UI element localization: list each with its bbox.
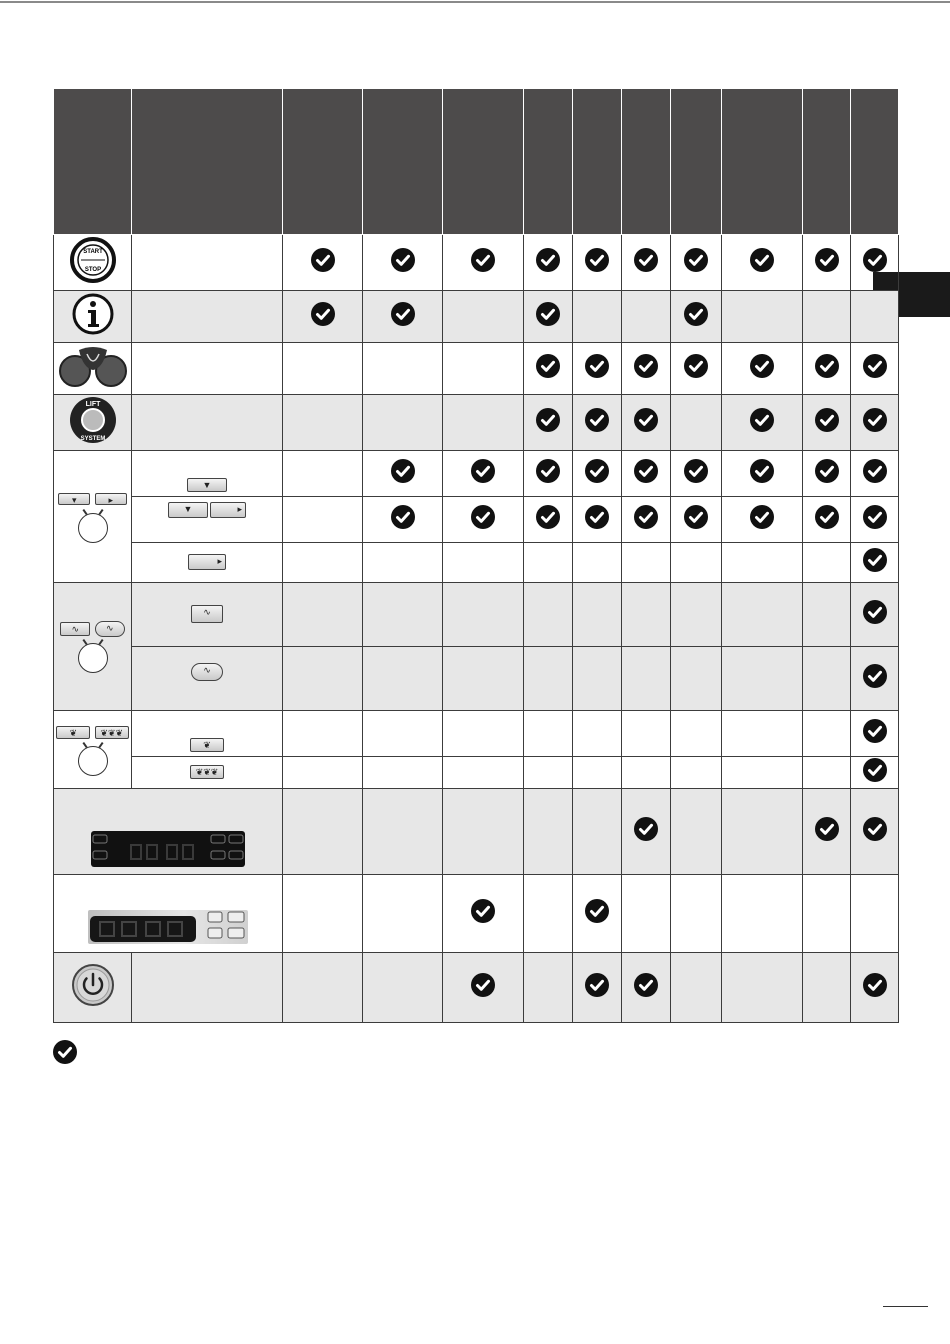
model-6-cell	[622, 395, 671, 451]
model-10-cell	[851, 953, 899, 1023]
model-10-cell	[851, 543, 899, 583]
check-circle-icon	[815, 248, 839, 272]
model-2-cell	[363, 757, 443, 789]
model-8-cell	[722, 583, 803, 647]
check-circle-icon	[863, 248, 887, 272]
model-8-cell	[722, 875, 803, 953]
header-cell	[524, 89, 573, 235]
selector-knob-icon	[78, 746, 108, 776]
check-circle-icon	[863, 505, 887, 529]
model-7-cell	[671, 291, 722, 343]
icon-cell	[54, 711, 132, 789]
model-3-cell	[443, 235, 524, 291]
model-3-cell	[443, 953, 524, 1023]
table-row	[54, 291, 899, 343]
check-circle-icon	[684, 354, 708, 378]
power-button-icon	[71, 963, 115, 1007]
model-3-cell	[443, 647, 524, 711]
header-cell	[363, 89, 443, 235]
table-row	[54, 451, 899, 497]
check-circle-icon	[684, 459, 708, 483]
model-3-cell	[443, 291, 524, 343]
check-circle-icon	[634, 973, 658, 997]
check-circle-icon	[863, 817, 887, 841]
feature-table	[53, 89, 899, 1023]
model-4-cell	[524, 395, 573, 451]
model-4-cell	[524, 875, 573, 953]
model-7-cell	[671, 789, 722, 875]
check-circle-icon	[863, 459, 887, 483]
check-circle-icon	[815, 408, 839, 432]
model-1-cell	[283, 953, 363, 1023]
feature-label	[132, 235, 283, 291]
check-circle-icon	[536, 408, 560, 432]
icon-cell	[54, 789, 283, 875]
check-circle-icon	[471, 248, 495, 272]
model-4-cell	[524, 789, 573, 875]
table-row	[54, 647, 899, 711]
check-circle-icon	[863, 973, 887, 997]
model-3-cell	[443, 395, 524, 451]
icon-cell	[54, 583, 132, 711]
model-4-cell	[524, 291, 573, 343]
model-10-cell	[851, 757, 899, 789]
check-circle-icon	[863, 758, 887, 782]
check-circle-icon	[750, 408, 774, 432]
check-circle-icon	[391, 505, 415, 529]
model-10-cell	[851, 875, 899, 953]
water-level-right-icon-b: ▸	[210, 502, 246, 518]
feature-label	[132, 497, 283, 543]
model-1-cell	[283, 789, 363, 875]
model-9-cell	[803, 789, 851, 875]
model-1-cell	[283, 343, 363, 395]
check-circle-icon	[536, 248, 560, 272]
model-1-cell	[283, 647, 363, 711]
model-2-cell	[363, 343, 443, 395]
ergonomic-handles-icon	[57, 344, 129, 388]
model-7-cell	[671, 395, 722, 451]
check-circle-icon	[585, 505, 609, 529]
check-circle-icon	[684, 248, 708, 272]
check-circle-icon	[585, 408, 609, 432]
icon-cell	[54, 875, 283, 953]
header-row	[54, 89, 899, 235]
model-8-cell	[722, 235, 803, 291]
model-5-cell	[573, 953, 622, 1023]
stop-label: STOP	[84, 267, 101, 273]
check-circle-icon	[750, 505, 774, 529]
icon-cell	[54, 235, 132, 291]
check-circle-icon	[750, 354, 774, 378]
model-10-cell	[851, 395, 899, 451]
header-cell	[722, 89, 803, 235]
model-4-cell	[524, 451, 573, 497]
check-circle-icon	[815, 505, 839, 529]
model-4-cell	[524, 497, 573, 543]
model-5-cell	[573, 789, 622, 875]
model-5-cell	[573, 395, 622, 451]
model-10-cell	[851, 789, 899, 875]
check-circle-icon	[863, 548, 887, 572]
top-rule	[0, 1, 950, 3]
check-circle-icon	[634, 459, 658, 483]
check-circle-icon	[585, 354, 609, 378]
model-2-cell	[363, 497, 443, 543]
model-5-cell	[573, 647, 622, 711]
detergent-low-icon: ❦	[190, 738, 224, 752]
check-circle-icon	[471, 899, 495, 923]
icon-cell	[54, 343, 132, 395]
table-row	[54, 497, 899, 543]
model-3-cell	[443, 757, 524, 789]
model-10-cell	[851, 451, 899, 497]
check-circle-icon	[536, 354, 560, 378]
model-1-cell	[283, 497, 363, 543]
check-circle-icon	[634, 248, 658, 272]
model-9-cell	[803, 647, 851, 711]
feature-label	[132, 451, 283, 497]
model-8-cell	[722, 543, 803, 583]
model-9-cell	[803, 543, 851, 583]
detergent-high-small-icon: ❦❦❦	[95, 726, 129, 739]
table-row	[54, 395, 899, 451]
detergent-high-icon: ❦❦❦	[190, 765, 224, 779]
model-5-cell	[573, 875, 622, 953]
check-circle-icon	[863, 600, 887, 624]
model-9-cell	[803, 711, 851, 757]
feature-label	[132, 583, 283, 647]
model-6-cell	[622, 875, 671, 953]
check-circle-icon	[750, 459, 774, 483]
model-1-cell	[283, 875, 363, 953]
check-circle-icon	[863, 719, 887, 743]
model-1-cell	[283, 291, 363, 343]
check-circle-icon	[391, 248, 415, 272]
model-4-cell	[524, 711, 573, 757]
check-circle-icon	[815, 817, 839, 841]
check-circle-icon	[471, 505, 495, 529]
check-circle-icon	[536, 505, 560, 529]
model-2-cell	[363, 451, 443, 497]
model-7-cell	[671, 343, 722, 395]
bottom-rule	[883, 1306, 928, 1307]
feature-label	[132, 543, 283, 583]
model-5-cell	[573, 451, 622, 497]
model-9-cell	[803, 497, 851, 543]
check-circle-icon	[863, 354, 887, 378]
check-circle-icon	[536, 459, 560, 483]
model-9-cell	[803, 757, 851, 789]
legend-check-icon	[53, 1040, 77, 1069]
floor-mode-icon: ∿	[191, 605, 223, 623]
info-icon	[71, 292, 115, 336]
check-circle-icon	[750, 248, 774, 272]
model-7-cell	[671, 235, 722, 291]
icon-cell	[54, 953, 132, 1023]
model-7-cell	[671, 647, 722, 711]
model-1-cell	[283, 395, 363, 451]
model-2-cell	[363, 235, 443, 291]
model-2-cell	[363, 291, 443, 343]
model-2-cell	[363, 583, 443, 647]
model-10-cell	[851, 647, 899, 711]
check-circle-icon	[863, 664, 887, 688]
model-8-cell	[722, 953, 803, 1023]
table-row	[54, 757, 899, 789]
model-3-cell	[443, 711, 524, 757]
check-circle-icon	[634, 354, 658, 378]
model-9-cell	[803, 875, 851, 953]
model-7-cell	[671, 583, 722, 647]
model-6-cell	[622, 789, 671, 875]
check-circle-icon	[585, 973, 609, 997]
feature-label	[132, 711, 283, 757]
check-circle-icon	[391, 459, 415, 483]
detergent-low-small-icon: ❦	[56, 726, 90, 739]
header-cell	[443, 89, 524, 235]
model-6-cell	[622, 543, 671, 583]
model-8-cell	[722, 395, 803, 451]
model-8-cell	[722, 497, 803, 543]
model-10-cell	[851, 343, 899, 395]
model-7-cell	[671, 875, 722, 953]
model-6-cell	[622, 647, 671, 711]
check-circle-icon	[815, 354, 839, 378]
water-right-icon: ▸	[95, 493, 127, 505]
model-1-cell	[283, 451, 363, 497]
start-stop-button-icon	[70, 237, 116, 283]
model-3-cell	[443, 543, 524, 583]
model-8-cell	[722, 789, 803, 875]
model-1-cell	[283, 543, 363, 583]
check-circle-icon	[536, 302, 560, 326]
model-9-cell	[803, 235, 851, 291]
model-1-cell	[283, 711, 363, 757]
model-2-cell	[363, 875, 443, 953]
model-2-cell	[363, 953, 443, 1023]
table-row	[54, 343, 899, 395]
header-cell	[283, 89, 363, 235]
check-circle-icon	[471, 973, 495, 997]
check-circle-icon	[863, 408, 887, 432]
icon-cell	[54, 291, 132, 343]
header-cell	[573, 89, 622, 235]
model-10-cell	[851, 711, 899, 757]
model-9-cell	[803, 291, 851, 343]
check-circle-icon	[634, 817, 658, 841]
model-9-cell	[803, 583, 851, 647]
model-5-cell	[573, 497, 622, 543]
feature-label	[132, 647, 283, 711]
model-10-cell	[851, 497, 899, 543]
model-5-cell	[573, 291, 622, 343]
model-2-cell	[363, 395, 443, 451]
model-2-cell	[363, 789, 443, 875]
model-7-cell	[671, 757, 722, 789]
lift-label: LIFT	[85, 401, 100, 408]
model-3-cell	[443, 789, 524, 875]
table-row	[54, 711, 899, 757]
model-2-cell	[363, 543, 443, 583]
model-8-cell	[722, 711, 803, 757]
lift-system-button-icon	[68, 395, 118, 445]
model-7-cell	[671, 543, 722, 583]
check-circle-icon	[585, 899, 609, 923]
feature-label	[132, 953, 283, 1023]
model-2-cell	[363, 711, 443, 757]
model-10-cell	[851, 291, 899, 343]
water-level-down-right-icon: ▼	[168, 502, 208, 518]
floor-mode-b-icon: ∿	[95, 621, 125, 637]
model-1-cell	[283, 757, 363, 789]
check-circle-icon	[471, 459, 495, 483]
selector-knob-icon	[78, 643, 108, 673]
water-down-icon: ▾	[58, 493, 90, 505]
check-circle-icon	[634, 505, 658, 529]
model-6-cell	[622, 235, 671, 291]
water-level-down-icon: ▼	[187, 478, 227, 492]
model-3-cell	[443, 497, 524, 543]
model-9-cell	[803, 451, 851, 497]
model-9-cell	[803, 395, 851, 451]
model-5-cell	[573, 543, 622, 583]
model-5-cell	[573, 343, 622, 395]
table-row	[54, 235, 899, 291]
table-row	[54, 789, 899, 875]
model-1-cell	[283, 583, 363, 647]
model-7-cell	[671, 497, 722, 543]
header-cell	[851, 89, 899, 235]
header-cell	[671, 89, 722, 235]
model-6-cell	[622, 291, 671, 343]
model-3-cell	[443, 343, 524, 395]
check-circle-icon	[391, 302, 415, 326]
check-circle-icon	[585, 459, 609, 483]
icon-cell	[54, 451, 132, 583]
model-6-cell	[622, 343, 671, 395]
carpet-mode-icon: ∿	[191, 663, 223, 681]
model-8-cell	[722, 757, 803, 789]
header-cell	[803, 89, 851, 235]
model-6-cell	[622, 953, 671, 1023]
model-8-cell	[722, 647, 803, 711]
check-circle-icon	[311, 302, 335, 326]
model-6-cell	[622, 757, 671, 789]
table-row	[54, 953, 899, 1023]
model-8-cell	[722, 451, 803, 497]
model-4-cell	[524, 953, 573, 1023]
table-row	[54, 543, 899, 583]
model-9-cell	[803, 953, 851, 1023]
model-5-cell	[573, 757, 622, 789]
model-2-cell	[363, 647, 443, 711]
model-3-cell	[443, 583, 524, 647]
model-7-cell	[671, 451, 722, 497]
model-7-cell	[671, 953, 722, 1023]
check-circle-icon	[684, 505, 708, 529]
model-4-cell	[524, 647, 573, 711]
model-7-cell	[671, 711, 722, 757]
model-9-cell	[803, 343, 851, 395]
table-row	[54, 583, 899, 647]
model-6-cell	[622, 711, 671, 757]
model-4-cell	[524, 343, 573, 395]
model-5-cell	[573, 583, 622, 647]
model-5-cell	[573, 235, 622, 291]
feature-label	[132, 343, 283, 395]
check-circle-icon	[684, 302, 708, 326]
model-4-cell	[524, 543, 573, 583]
floor-mode-a-icon: ∿	[60, 622, 90, 636]
check-circle-icon	[815, 459, 839, 483]
table-row	[54, 875, 899, 953]
model-4-cell	[524, 235, 573, 291]
model-10-cell	[851, 235, 899, 291]
model-1-cell	[283, 235, 363, 291]
start-label: START	[82, 249, 103, 255]
header-cell	[132, 89, 283, 235]
check-circle-icon	[585, 248, 609, 272]
check-circle-icon	[311, 248, 335, 272]
digital-display-panel-icon	[88, 910, 248, 944]
feature-label	[132, 395, 283, 451]
selector-knob-icon	[78, 513, 108, 543]
header-cell	[622, 89, 671, 235]
system-label: SYSTEM	[80, 436, 105, 442]
model-10-cell	[851, 583, 899, 647]
water-level-right-icon: ▸	[188, 554, 226, 570]
icon-cell	[54, 395, 132, 451]
model-6-cell	[622, 497, 671, 543]
model-5-cell	[573, 711, 622, 757]
model-4-cell	[524, 757, 573, 789]
feature-label	[132, 757, 283, 789]
control-panel-display-icon	[91, 831, 245, 867]
model-3-cell	[443, 451, 524, 497]
check-circle-icon	[634, 408, 658, 432]
model-6-cell	[622, 451, 671, 497]
model-4-cell	[524, 583, 573, 647]
model-6-cell	[622, 583, 671, 647]
header-cell	[54, 89, 132, 235]
model-8-cell	[722, 343, 803, 395]
feature-label	[132, 291, 283, 343]
model-3-cell	[443, 875, 524, 953]
model-8-cell	[722, 291, 803, 343]
